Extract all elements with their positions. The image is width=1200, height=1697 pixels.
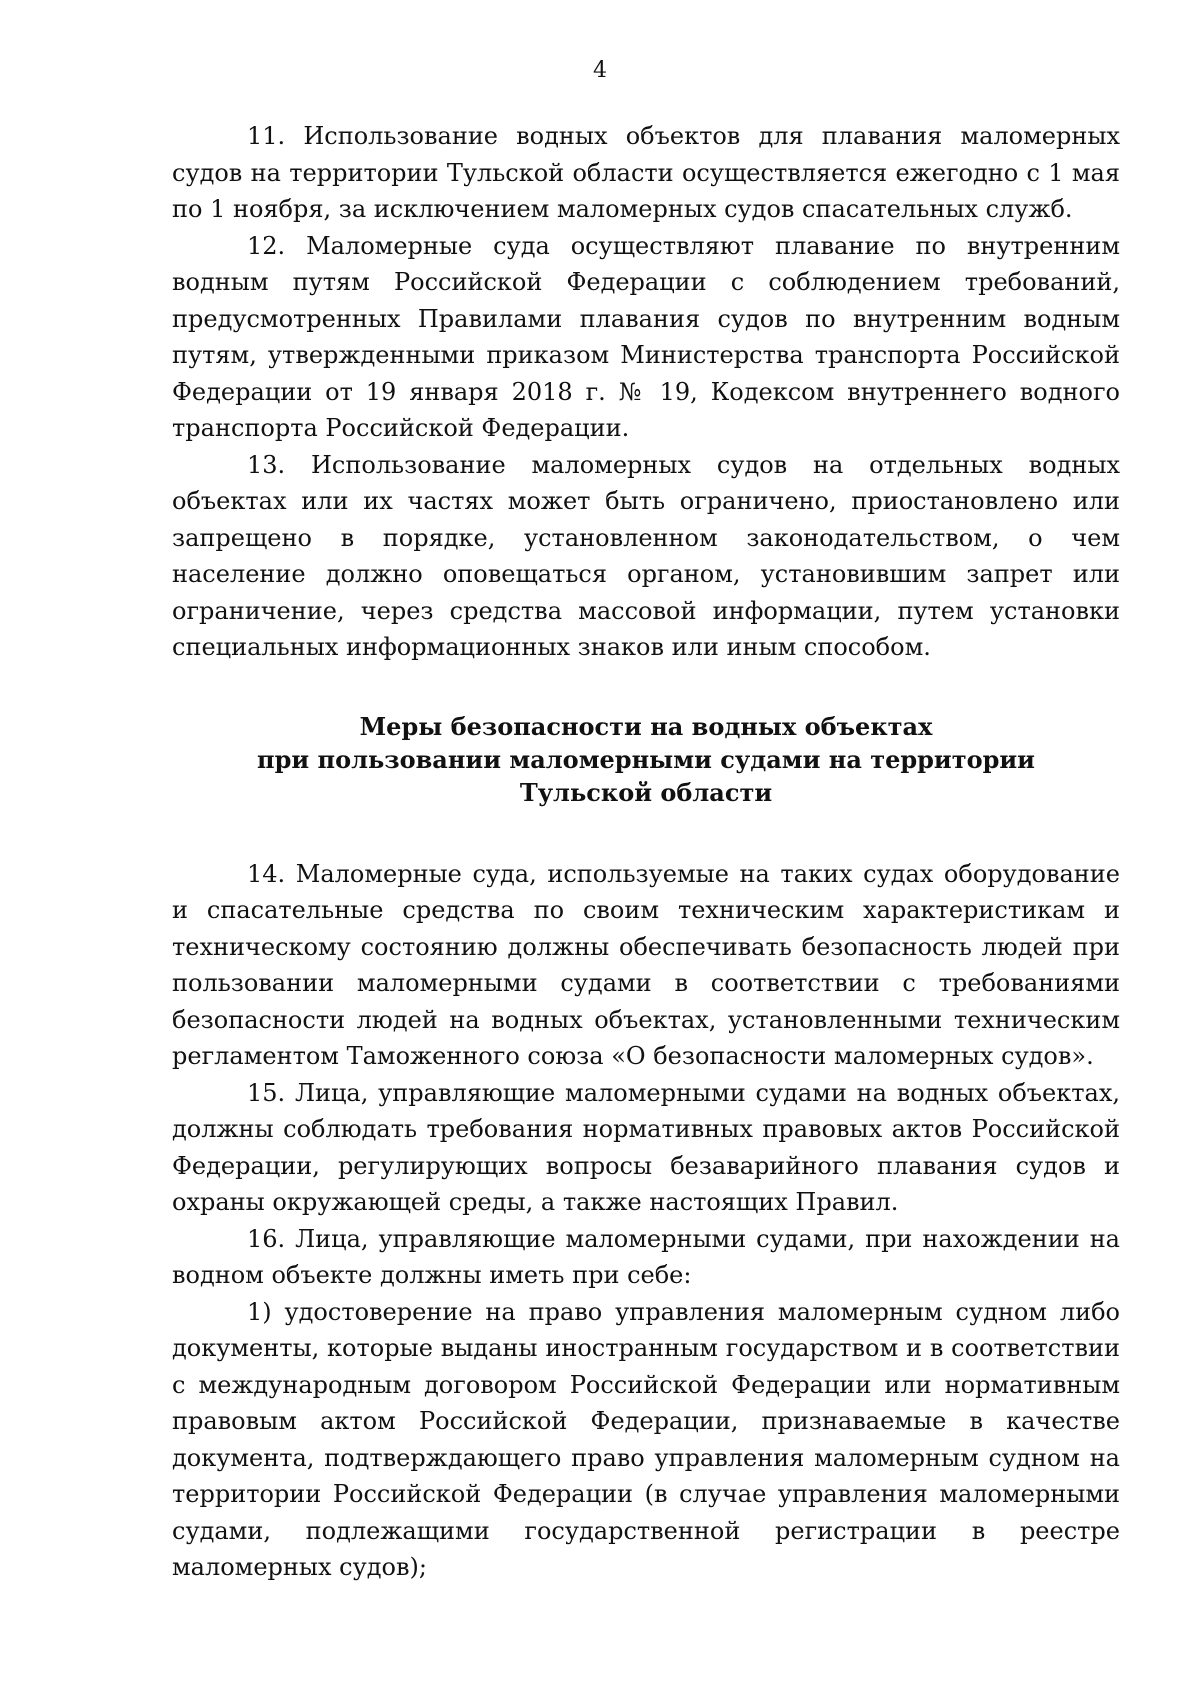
section-heading-line-1: Меры безопасности на водных объектах <box>359 711 933 741</box>
paragraph-12: 12. Маломерные суда осуществляют плавание по внутренним водным путям Российской Федерации с соблюдением требований, предусмотренных Правилами плавания судов по внутренним водным путям, утвержденными приказом Министерства транспорта Российской Федерации от 19 января 2018 г. № 19, Кодексом внутреннего водного транспорта Российской Федерации. <box>172 231 1120 442</box>
paragraph-11: 11. Использование водных объектов для плавания маломерных судов на территории Тульской области осуществляется ежегодно с 1 мая по 1 ноября, за исключением маломерных судов спасательных служб. <box>172 122 1120 223</box>
document-body <box>172 118 1120 1586</box>
paragraph-13: 13. Использование маломерных судов на отдельных водных объектах или их частях может быть ограничено, приостановлено или запрещено в порядке, установленном законодательством, о чем население должно оповещаться органом, установившим запрет или ограничение, через средства массовой информации, путем установки специальных информационных знаков или иным способом. <box>172 450 1120 661</box>
section-heading <box>172 710 1120 809</box>
paragraph-14: 14. Маломерные суда, используемые на таких судах оборудование и спасательные средства по своим техническим характеристикам и техническому состоянию должны обеспечивать безопасность людей при пользовании маломерными судами в соответствии с требованиями безопасности людей на водных объектах, установленными техническим регламентом Таможенного союза «О безопасности маломерных судов». <box>172 859 1120 1070</box>
page-number: 4 <box>593 58 607 83</box>
paragraph-15: 15. Лица, управляющие маломерными судами на водных объектах, должны соблюдать требования нормативных правовых актов Российской Федерации, регулирующих вопросы безаварийного плавания судов и охраны окружающей среды, а также настоящих Правил. <box>172 1078 1120 1216</box>
paragraph-16: 16. Лица, управляющие маломерными судами, при нахождении на водном объекте должны иметь при себе: <box>172 1224 1120 1289</box>
paragraph-16-item-1: 1) удостоверение на право управления маломерным судном либо документы, которые выданы иностранным государством и в соответствии с международным договором Российской Федерации или нормативным правовым актом Российской Федерации, признаваемые в качестве документа, подтверждающего право управления маломерным судном на территории Российской Федерации (в случае управления маломерными судами, подлежащими государственной регистрации в реестре маломерных судов); <box>172 1297 1120 1581</box>
section-heading-line-2: при пользовании маломерными судами на территории <box>257 744 1035 774</box>
section-heading-line-3: Тульской области <box>519 777 773 807</box>
